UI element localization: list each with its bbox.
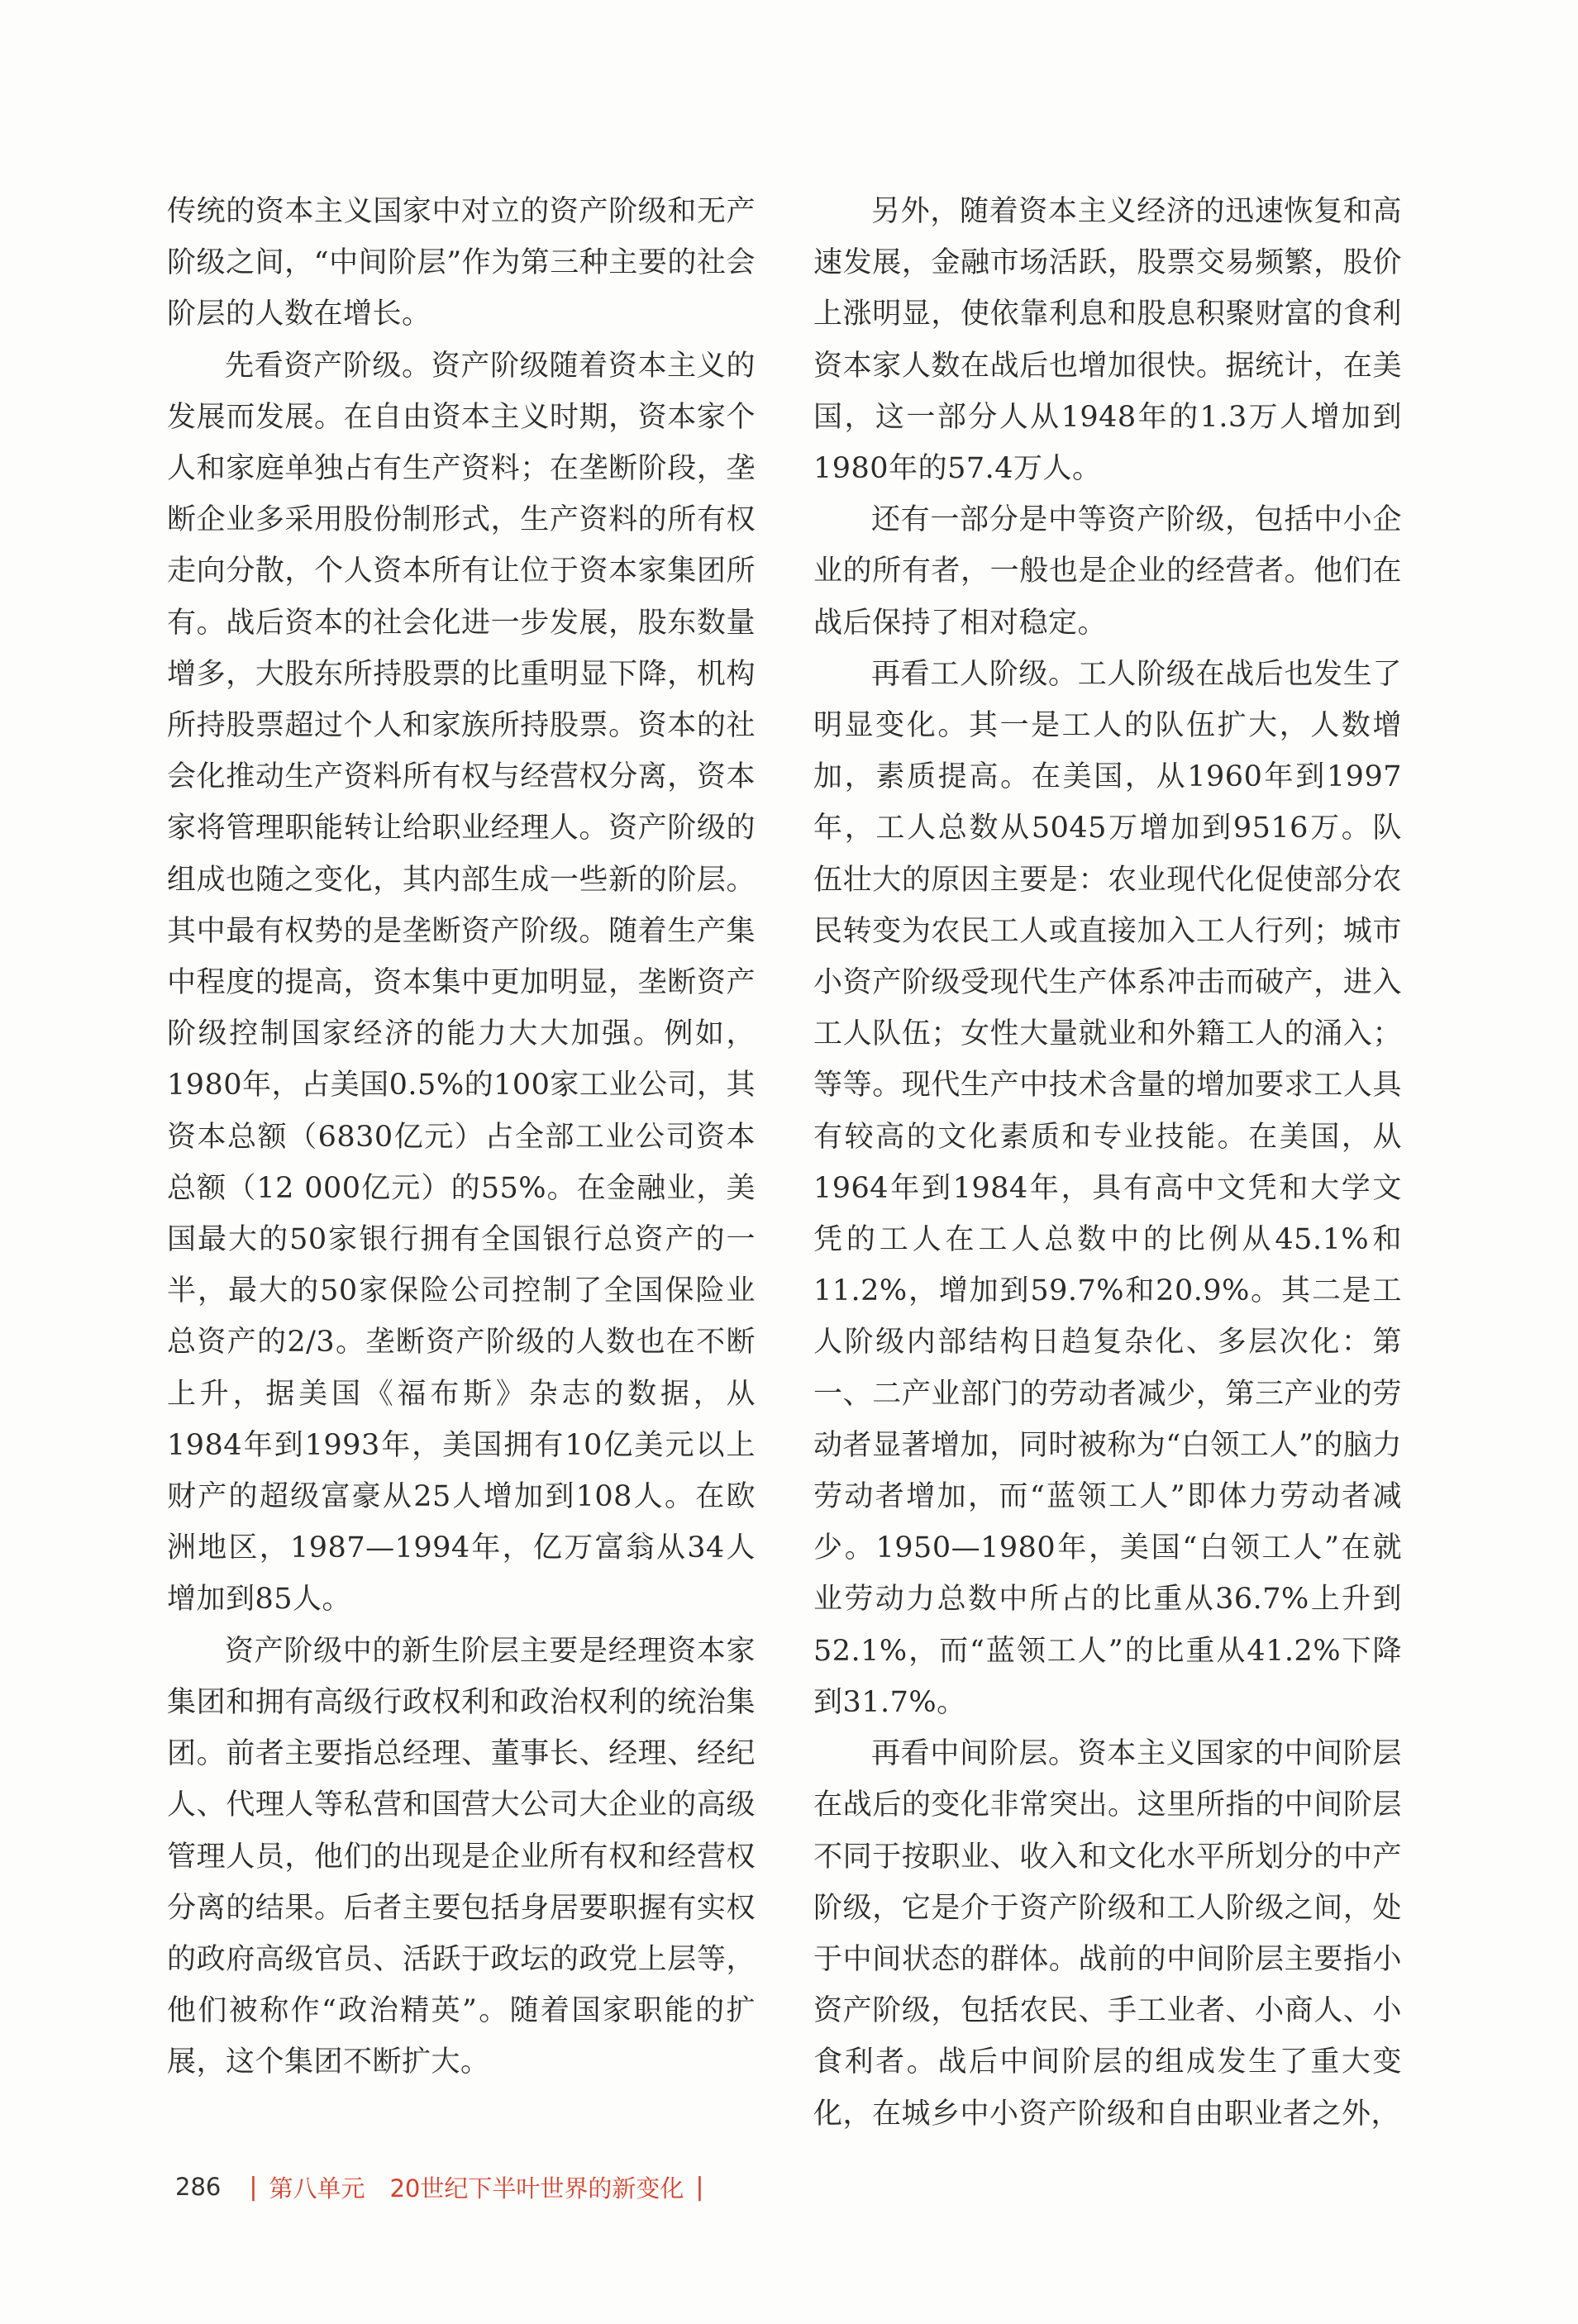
page-footer: [175, 2170, 704, 2203]
left-column: [167, 186, 756, 2088]
footer-separator-left: |: [249, 2172, 258, 2202]
unit-label: 第八单元: [269, 2174, 365, 2203]
paragraph-rentier-capitalists: 另外，随着资本主义经济的迅速恢复和高速发展，金融市场活跃，股票交易频繁，股价上涨明显，使依靠利息和股息积聚财富的食利资本家人数在战后也增加很快。据统计，在美国，这一部分人从1948年的1.3万人增加到1980年的57.4万人。: [813, 195, 1402, 486]
page-number: 286: [175, 2173, 222, 2201]
paragraph-new-strata: 资产阶级中的新生阶层主要是经理资本家集团和拥有高级行政权利和政治权利的统治集团。前者主要指总经理、董事长、经理、经纪人、代理人等私营和国营大公司大企业的高级管理人员，他们的出现是企业所有权和经营权分离的结果。后者主要包括身居要职握有实权的政府高级官员、活跃于政坛的政党上层等，他们被称作“政治精英”。随着国家职能的扩展，这个集团不断扩大。: [167, 1634, 756, 2079]
footer-separator-right: |: [695, 2172, 704, 2202]
paragraph-middle-bourgeoisie: 还有一部分是中等资产阶级，包括中小企业的所有者，一般也是企业的经营者。他们在战后保持了相对稳定。: [813, 503, 1402, 640]
paragraph-middle-stratum: 再看中间阶层。资本主义国家的中间阶层在战后的变化非常突出。这里所指的中间阶层不同于按职业、收入和文化水平所划分的中产阶级，它是介于资产阶级和工人阶级之间，处于中间状态的群体。战前的中间阶层主要指小资产阶级，包括农民、手工业者、小商人、小食利者。战后中间阶层的组成发生了重大变化，在城乡中小资产阶级和自由职业者之外，: [813, 1737, 1402, 2131]
unit-title: 20世纪下半叶世界的新变化: [389, 2174, 684, 2203]
paragraph-continuation: 传统的资本主义国家中对立的资产阶级和无产阶级之间，“中间阶层”作为第三种主要的社会阶层的人数在增长。: [167, 195, 756, 331]
paragraph-working-class: 再看工人阶级。工人阶级在战后也发生了明显变化。其一是工人的队伍扩大，人数增加，素质提高。在美国，从1960年到1997年，工人总数从5045万增加到9516万。队伍壮大的原因主要是：农业现代化促使部分农民转变为农民工人或直接加入工人行列；城市小资产阶级受现代生产体系冲击而破产，进入工人队伍；女性大量就业和外籍工人的涌入；等等。现代生产中技术含量的增加要求工人具有较高的文化素质和专业技能。在美国，从1964年到1984年，具有高中文凭和大学文凭的工人在工人总数中的比例从45.1%和11.2%，增加到59.7%和20.9%。其二是工人阶级内部结构日趋复杂化、多层次化：第一、二产业部门的劳动者减少，第三产业的劳动者显著增加，同时被称为“白领工人”的脑力劳动者增加，而“蓝领工人”即体力劳动者减少。1950—1980年，美国“白领工人”在就业劳动力总数中所占的比重从36.7%上升到52.1%，而“蓝领工人”的比重从41.2%下降到31.7%。: [813, 657, 1402, 1719]
paragraph-bourgeoisie: 先看资产阶级。资产阶级随着资本主义的发展而发展。在自由资本主义时期，资本家个人和家庭单独占有生产资料；在垄断阶段，垄断企业多采用股份制形式，生产资料的所有权走向分散，个人资本所有让位于资本家集团所有。战后资本的社会化进一步发展，股东数量增多，大股东所持股票的比重明显下降，机构所持股票超过个人和家族所持股票。资本的社会化推动生产资料所有权与经营权分离，资本家将管理职能转让给职业经理人。资产阶级的组成也随之变化，其内部生成一些新的阶层。其中最有权势的是垄断资产阶级。随着生产集中程度的提高，资本集中更加明显，垄断资产阶级控制国家经济的能力大大加强。例如，1980年，占美国0.5%的100家工业公司，其资本总额（6830亿元）占全部工业公司资本总额（12 000亿元）的55%。在金融业，美国最大的50家银行拥有全国银行总资产的一半，最大的50家保险公司控制了全国保险业总资产的2/3。垄断资产阶级的人数也在不断上升，据美国《福布斯》杂志的数据，从1984年到1993年，美国拥有10亿美元以上财产的超级富豪从25人增加到108人。在欧洲地区，1987—1994年，亿万富翁从34人增加到85人。: [167, 349, 756, 1617]
right-column: [813, 186, 1402, 2140]
